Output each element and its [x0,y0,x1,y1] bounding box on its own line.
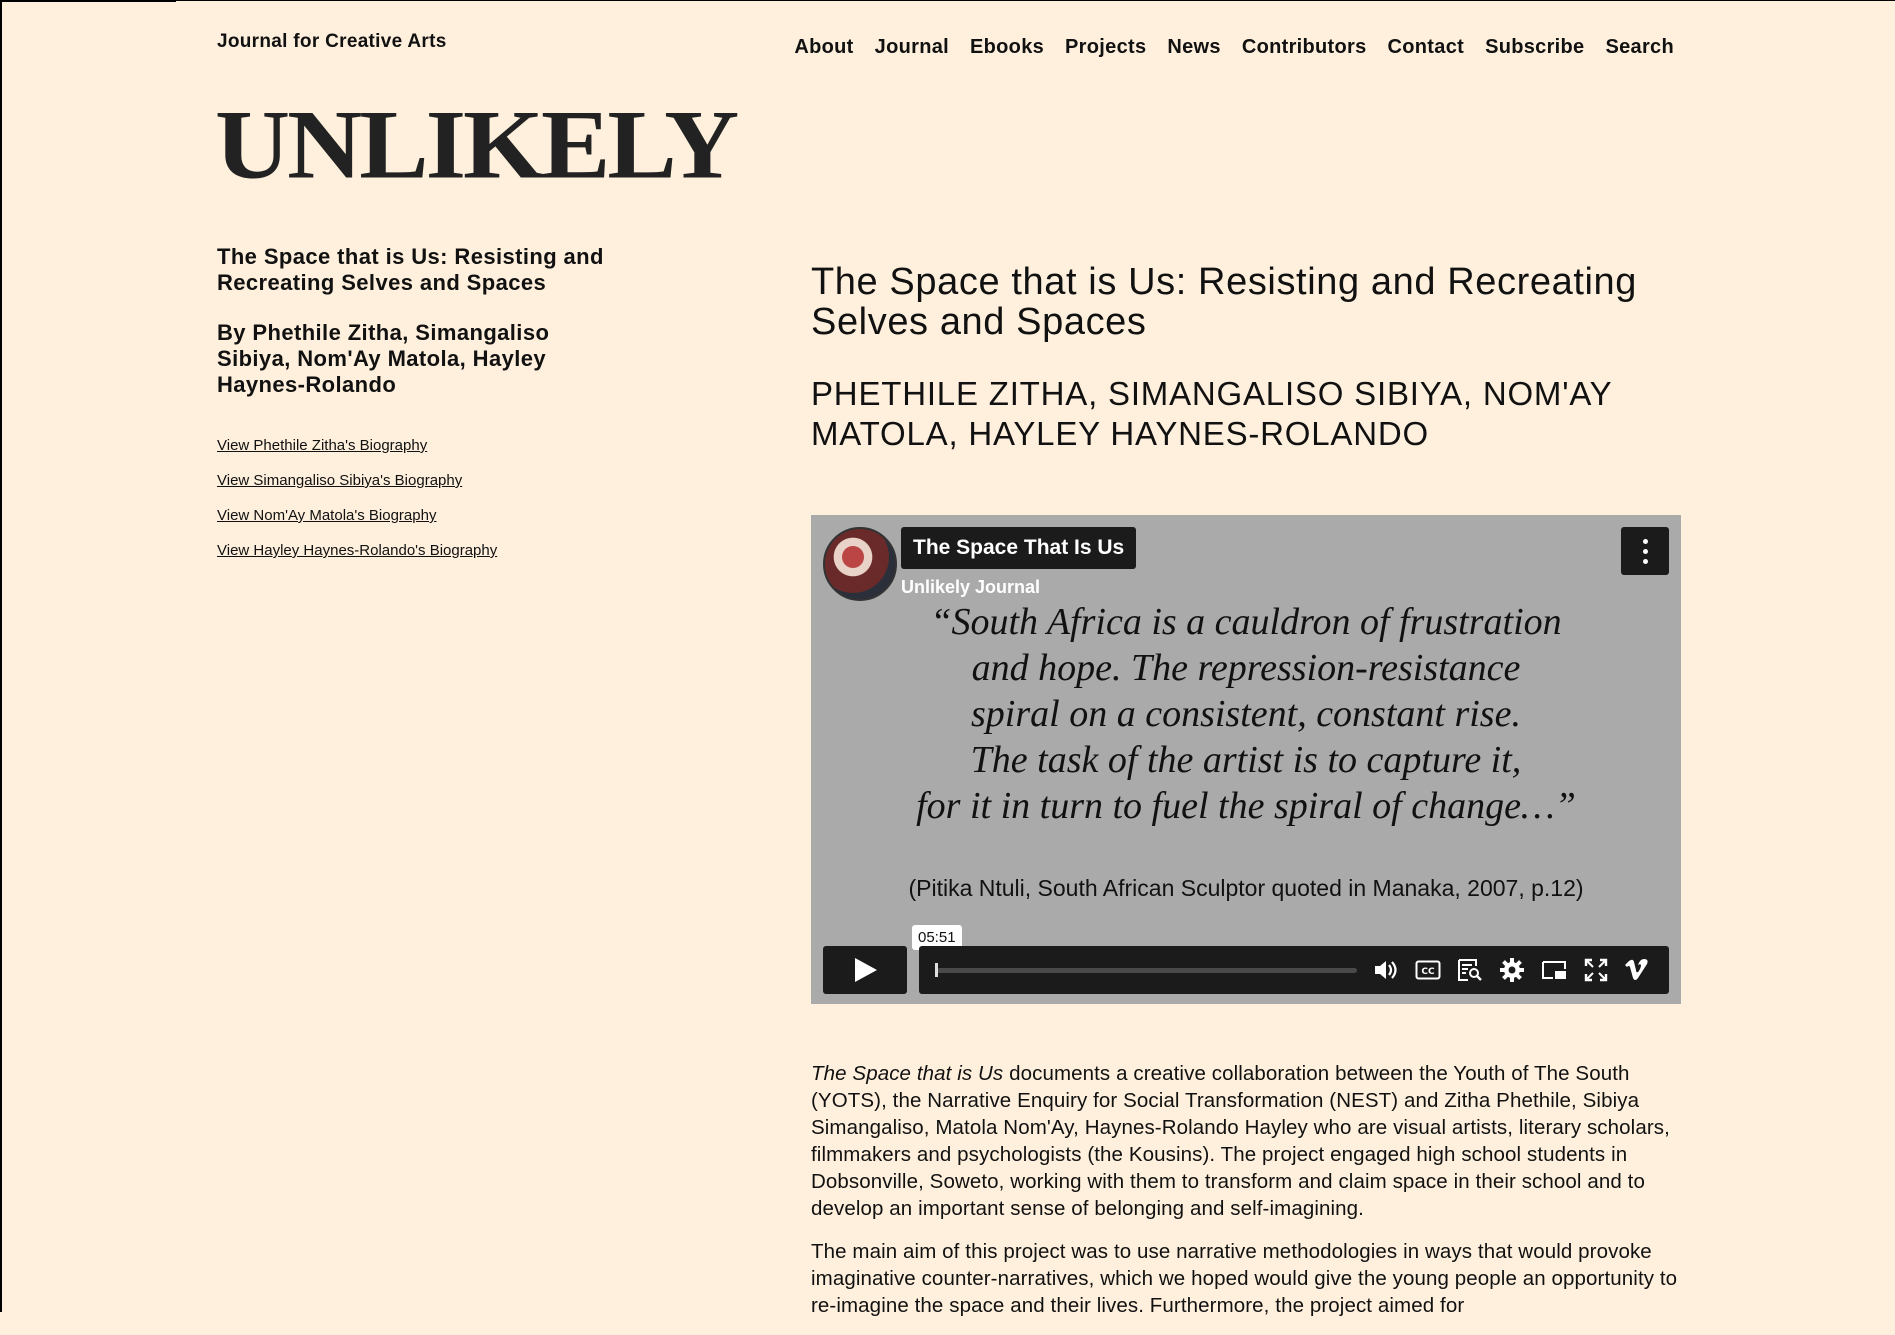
quote-line: and hope. The repression-resistance [971,647,1521,689]
video-citation: (Pitika Ntuli, South African Sculptor quoted in Manaka, 2007, p.12) [908,875,1584,901]
svg-text:CC: CC [1421,967,1435,977]
player-controls [919,946,1669,994]
bio-link-matola[interactable]: View Nom'Ay Matola's Biography [217,507,437,524]
article-italic-title: The Space that is Us [811,1062,1004,1085]
bio-link-haynes-rolando[interactable]: View Hayley Haynes-Rolando's Biography [217,542,498,559]
quote-line: The task of the artist is to capture it, [970,739,1522,781]
site-title[interactable]: Journal for Creative Arts [217,31,447,52]
volume-icon[interactable] [1371,954,1401,986]
window-left-border [0,0,2,1312]
quote-line: spiral on a consistent, constant rise. [971,693,1521,735]
nav-subscribe[interactable]: Subscribe [1485,36,1585,58]
article-title: The Space that is Us: Resisting and Recreating Selves and Spaces [811,261,1638,343]
main-nav [794,36,1674,59]
fullscreen-icon[interactable] [1581,954,1611,986]
settings-icon[interactable] [1497,954,1527,986]
vimeo-icon[interactable] [1623,954,1653,986]
nav-contact[interactable]: Contact [1387,36,1465,58]
bio-links [217,437,497,577]
video-quote [811,599,1681,829]
video-channel[interactable]: Unlikely Journal [901,577,1041,597]
play-button[interactable] [823,946,907,994]
site-logo[interactable]: UNLIKELY [215,90,737,200]
nav-news[interactable]: News [1167,36,1221,58]
channel-avatar[interactable] [823,527,897,601]
nav-search[interactable]: Search [1605,36,1674,58]
progress-bar[interactable] [937,968,1357,973]
transcript-icon[interactable] [1455,954,1485,986]
nav-projects[interactable]: Projects [1065,36,1147,58]
more-options-icon[interactable] [1621,527,1669,575]
video-title[interactable]: The Space That Is Us [901,527,1136,569]
bio-link-sibiya[interactable]: View Simangaliso Sibiya's Biography [217,472,463,489]
article-paragraph [811,1060,1686,1222]
nav-journal[interactable]: Journal [874,36,949,58]
window-top-border [0,0,1895,1]
pip-icon[interactable] [1539,954,1569,986]
nav-about[interactable]: About [794,36,854,58]
article-body [811,1060,1686,1335]
bio-link-zitha[interactable]: View Phethile Zitha's Biography [217,437,428,454]
duration-tooltip: 05:51 [912,925,962,950]
quote-line: for it in turn to fuel the spiral of change…” [916,785,1576,827]
window-top-border-accent [0,0,176,2]
quote-line: “South Africa is a cauldron of frustration [930,601,1562,643]
article-authors: PHETHILE ZITHA, SIMANGALISO SIBIYA, NOM'AY MATOLA, HAYLEY HAYNES-ROLANDO [811,375,1612,452]
sidebar-title: The Space that is Us: Resisting and Recreating Selves and Spaces [217,244,604,295]
article-paragraph: The main aim of this project was to use narrative methodologies in ways that would provoke imaginative counter-narratives, which we hoped would give the young people an opportunity to re-imagine the space and their lives. Furthermore, the project aimed for [811,1240,1678,1317]
article-paragraph-text: documents a creative collaboration between the Youth of The South (YOTS), the Narrative Enquiry for Social Transformation (NEST) and Zitha Phethile, Sibiya Simangaliso, Matola Nom'Ay, Haynes-Rolando Hayley who are visual artists, literary scholars, filmmakers and psychologists (the Kousins). The project engaged high school students in Dobsonville, Soweto, working with them to transform and claim space in their school and to develop an important sense of belonging and self-imagining. [811,1062,1670,1220]
progress-handle[interactable] [935,963,938,977]
nav-contributors[interactable]: Contributors [1241,36,1367,58]
video-player[interactable] [811,515,1681,1004]
cc-icon[interactable] [1413,954,1443,986]
sidebar-authors: By Phethile Zitha, Simangaliso Sibiya, Nom'Ay Matola, Hayley Haynes-Rolando [217,320,550,397]
nav-ebooks[interactable]: Ebooks [970,36,1045,58]
